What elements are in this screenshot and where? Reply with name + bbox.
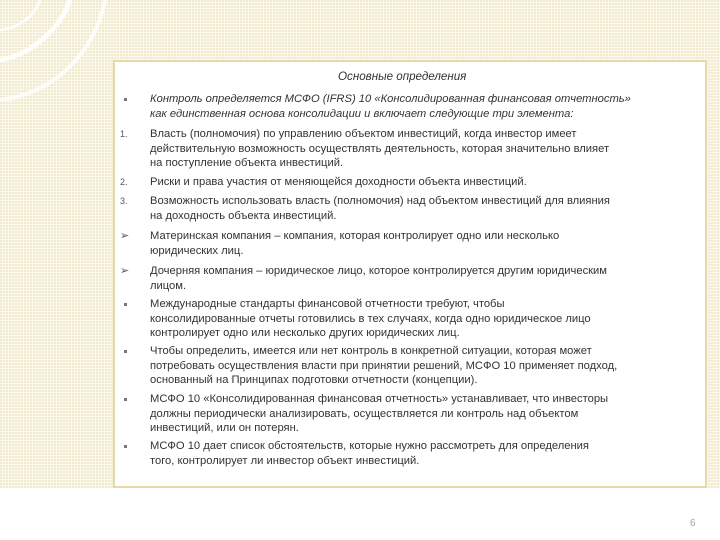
list-item [120,194,695,223]
list-item [120,297,695,341]
arrow-bullet-icon: ➢ [120,265,130,277]
list-item [120,344,695,388]
item-line: как единственная основа консолидации и включает следующие три элемента: [150,107,574,120]
item-line: юридических лиц. [150,244,244,257]
item-line: МСФО 10 дает список обстоятельств, которые нужно рассмотреть для определения [150,440,589,452]
bullet-icon [120,439,146,454]
item-line: Контроль определяется МСФО (IFRS) 10 «Консолидированная финансовая отчетность» [150,93,631,105]
bullet-icon [120,392,146,407]
item-line: того, контролирует ли инвестор объект инвестиций. [150,454,420,467]
list-number: 3. [120,196,128,206]
list-number: 2. [120,177,128,187]
list-item [120,264,695,293]
arrow-bullet-icon: ➢ [120,230,130,242]
item-line: на доходность объекта инвестиций. [150,209,337,222]
item-line: Дочерняя компания – юридическое лицо, которое контролируется другим юридическим [150,265,607,277]
bullet-icon [120,297,146,312]
list-item [120,392,695,436]
list-item [120,439,695,468]
item-line: лицом. [150,279,187,292]
item-line: Чтобы определить, имеется или нет контроль в конкретной ситуации, которая может [150,345,592,357]
item-line: основанный на Принципах подготовки отчетности (концепции). [150,374,478,387]
item-line: на поступление объекта инвестиций. [150,157,344,170]
slide-title: Основные определения [338,70,467,83]
page-number: 6 [690,518,696,529]
bullet-icon [120,344,146,359]
list-item [120,127,695,171]
footer-band [0,488,720,540]
list-item [120,229,695,258]
list-number: 1. [120,129,128,139]
item-line: потребовать осуществления власти при принятии решений, МСФО 10 применяет подход, [150,359,618,372]
item-line: Международные стандарты финансовой отчетности требуют, чтобы [150,298,505,310]
list-item [120,175,695,190]
item-line: МСФО 10 «Консолидированная финансовая отчетность» устанавливает, что инвесторы [150,393,609,405]
item-line: консолидированные отчеты готовились в тех случаях, когда одно юридическое лицо [150,312,591,325]
item-line: действительную возможность осуществлять деятельность, которая значительно влияет [150,142,610,155]
item-line: Риски и права участия от меняющейся доходности объекта инвестиций. [150,176,527,188]
item-line: инвестиций, или он потерян. [150,422,299,435]
item-line: должны периодически анализировать, осуществляется ли контроль над объектом [150,407,579,420]
item-line: Материнская компания – компания, которая контролирует одно или несколько [150,230,560,242]
list-item [120,92,695,121]
bullet-icon [120,92,146,107]
item-line: Власть (полномочия) по управлению объектом инвестиций, когда инвестор имеет [150,128,577,140]
item-line: Возможность использовать власть (полномочия) над объектом инвестиций для влияния [150,195,610,207]
item-line: контролирует одно или несколько других юридических лиц. [150,327,460,340]
